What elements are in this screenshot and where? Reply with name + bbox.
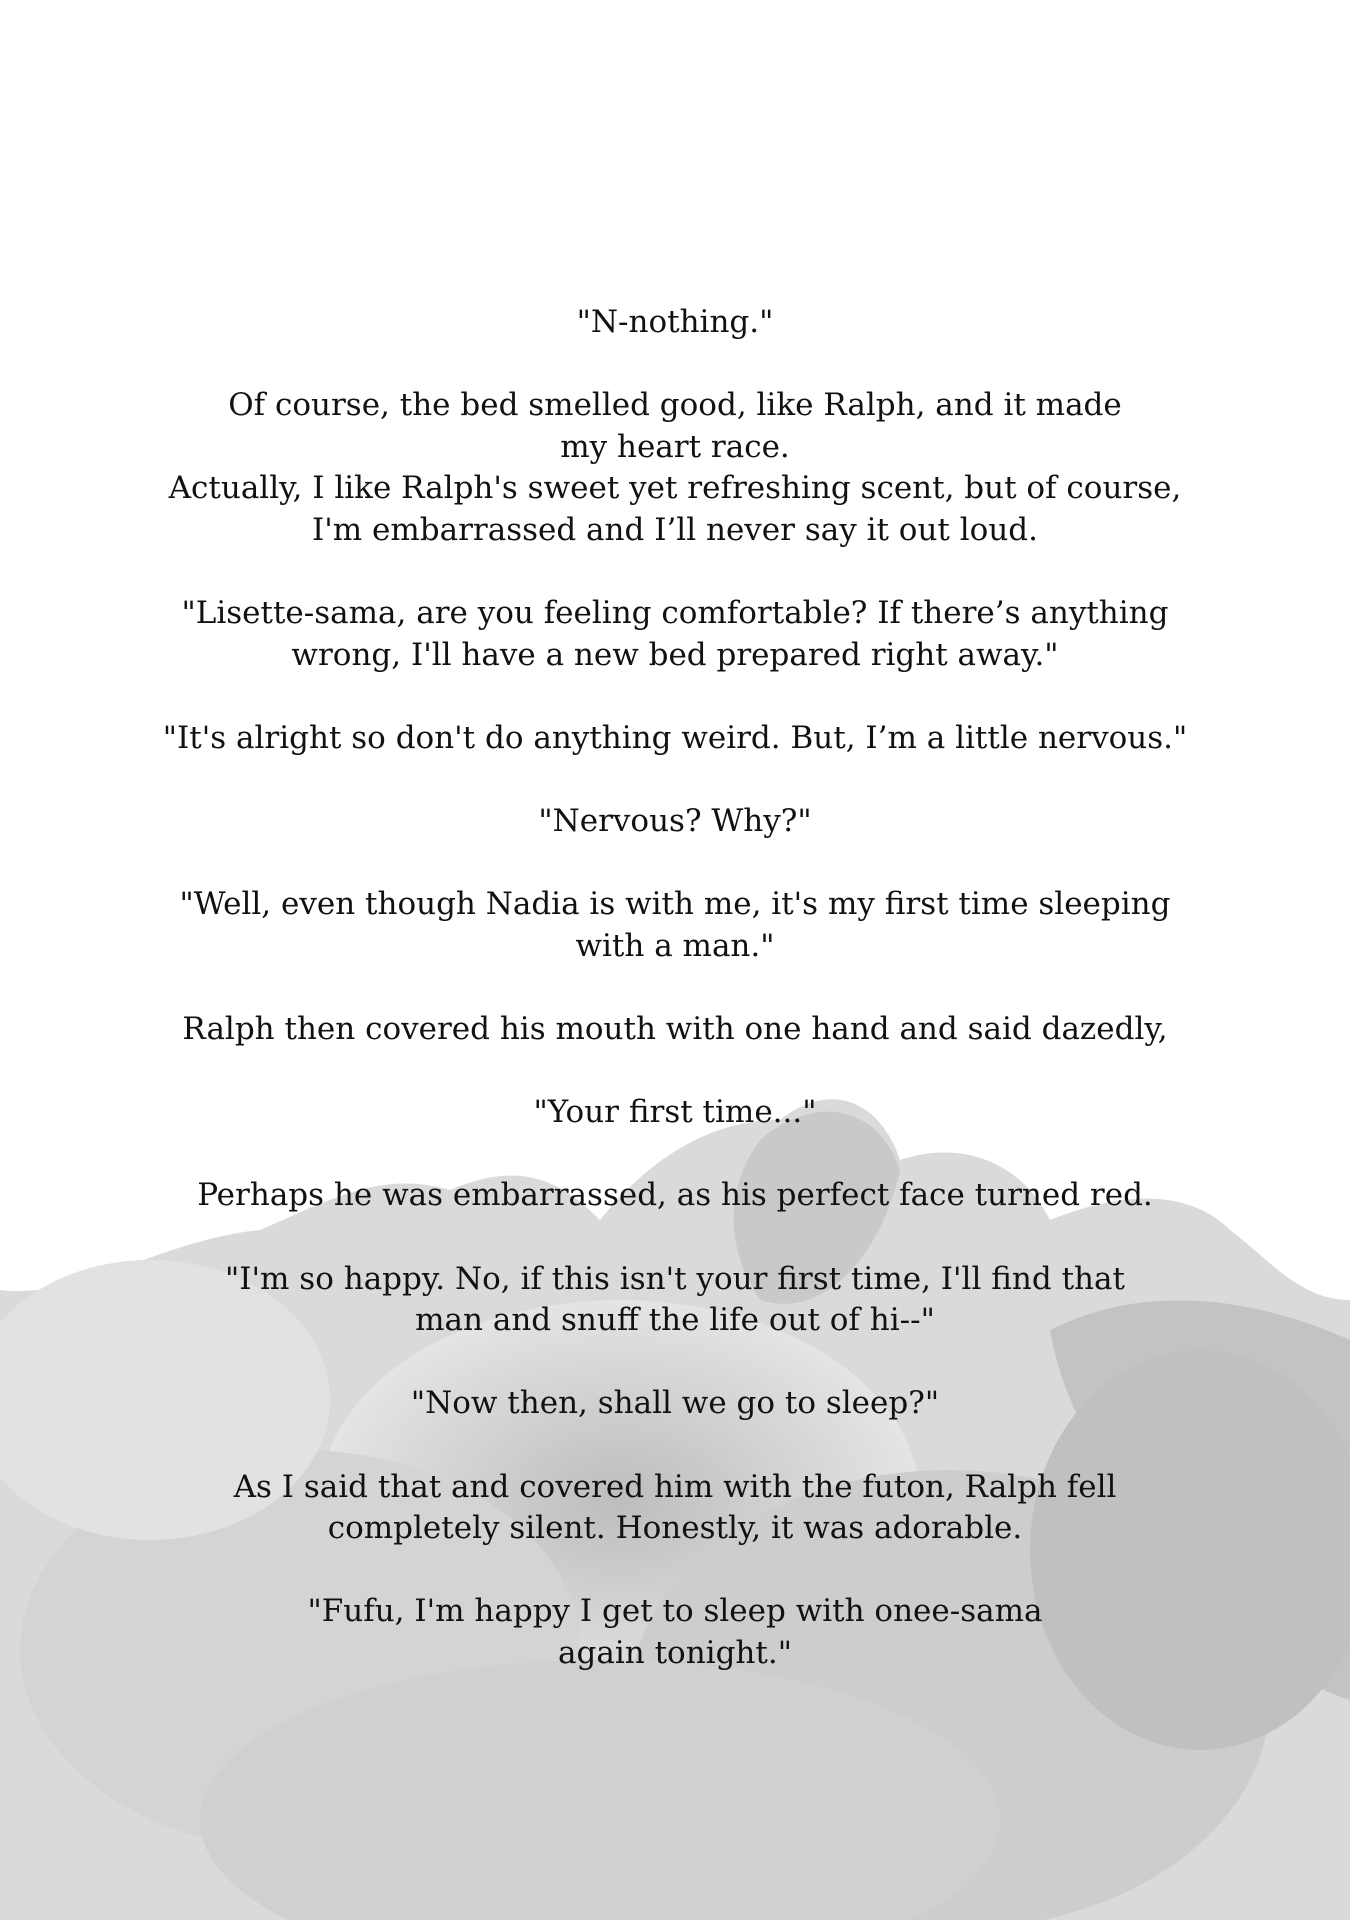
text-line: man and snuff the life out of hi--": [415, 1302, 935, 1339]
paragraph: [0, 884, 1350, 967]
paragraph: [0, 1092, 1350, 1134]
text-line: "Lisette-sama, are you feeling comfortable? If there’s anything: [181, 595, 1169, 632]
paragraph: [0, 1591, 1350, 1674]
paragraph: [0, 1175, 1350, 1217]
paragraph: [0, 718, 1350, 760]
paragraph: [0, 1467, 1350, 1550]
text-line: "Now then, shall we go to sleep?": [410, 1385, 940, 1422]
text-line: Perhaps he was embarrassed, as his perfect face turned red.: [197, 1177, 1153, 1214]
text-line: my heart race.: [560, 428, 790, 465]
text-line: Actually, I like Ralph's sweet yet refreshing scent, but of course,: [168, 470, 1182, 507]
paragraph: [0, 1009, 1350, 1051]
text-line: "Well, even though Nadia is with me, it's my first time sleeping: [179, 886, 1171, 923]
text-line: As I said that and covered him with the futon, Ralph fell: [233, 1468, 1117, 1505]
text-line: I'm embarrassed and I’ll never say it out loud.: [311, 511, 1038, 548]
text-line: again tonight.": [558, 1635, 792, 1671]
paragraph: [0, 1383, 1350, 1425]
text-line: Of course, the bed smelled good, like Ralph, and it made: [228, 387, 1122, 424]
paragraph: [0, 302, 1350, 344]
text-line: with a man.": [575, 927, 775, 964]
text-line: Ralph then covered his mouth with one hand and said dazedly,: [182, 1011, 1168, 1048]
text-line: "I'm so happy. No, if this isn't your first time, I'll find that: [225, 1260, 1125, 1297]
text-line: wrong, I'll have a new bed prepared right away.": [291, 636, 1059, 673]
paragraph: [0, 385, 1350, 551]
paragraph: [0, 1259, 1350, 1342]
text-line: "It's alright so don't do anything weird. But, I’m a little nervous.": [162, 719, 1188, 756]
paragraph: [0, 593, 1350, 676]
text-line: "Your first time...": [533, 1094, 817, 1131]
text-line: "N-nothing.": [576, 304, 774, 340]
text-line: "Fufu, I'm happy I get to sleep with onee-sama: [307, 1593, 1043, 1630]
text-line: completely silent. Honestly, it was adorable.: [327, 1510, 1023, 1547]
story-text: [0, 302, 1350, 1716]
paragraph: [0, 801, 1350, 843]
text-line: "Nervous? Why?": [538, 803, 812, 840]
